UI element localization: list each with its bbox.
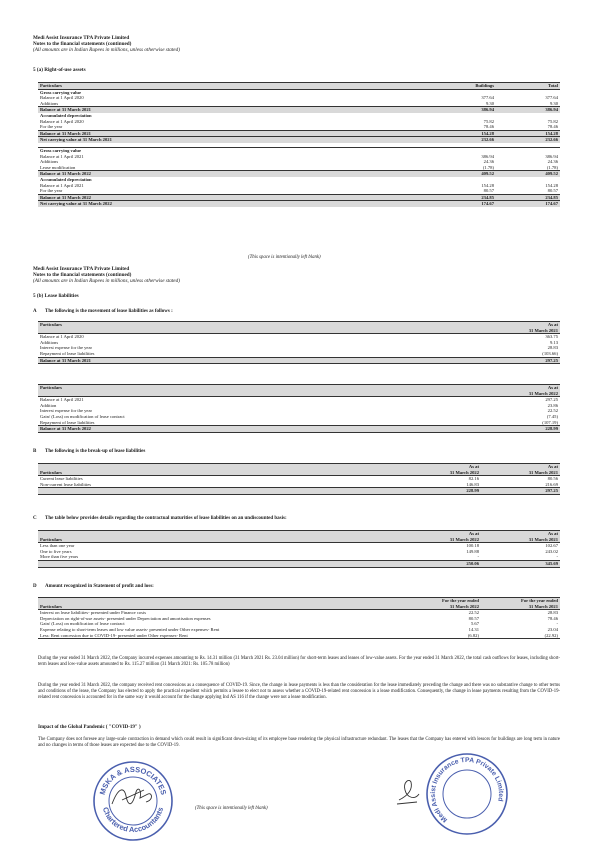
buildings-value: 9.30 — [485, 100, 494, 106]
row-label: Balance at 1 April 2020 — [40, 334, 84, 340]
row-value: 22.52 — [547, 408, 558, 414]
row-value: 297.25 — [545, 397, 558, 403]
buildings-value: 409.52 — [432, 171, 496, 177]
column-header: As at — [481, 464, 560, 470]
table-row — [38, 194, 560, 201]
value-2021: 345.69 — [481, 560, 560, 567]
company-seal — [425, 752, 509, 836]
value-2022: 250.06 — [402, 560, 481, 567]
right-of-use-table — [38, 82, 560, 207]
row-label: Balance at 1 April 2020 — [40, 95, 84, 101]
value-2021: 102.67 — [545, 543, 558, 549]
subsection-b-title — [33, 449, 145, 454]
total-value: 174.67 — [496, 201, 560, 207]
seal-text: Medi Assist Insurance TPA Private Limited — [429, 756, 505, 824]
table-row — [38, 560, 560, 567]
row-label: Lease modification — [40, 164, 76, 170]
row-label: Less: Rent concession due to COVID-19- presented under Other expenses- Rent — [38, 633, 402, 639]
profit-loss-table — [38, 597, 560, 639]
column-header: 31 March 2021 — [481, 604, 560, 610]
row-label: Gross carrying value — [38, 147, 432, 153]
value-2022: 82.16 — [468, 476, 479, 482]
row-label: For the year — [40, 188, 63, 194]
row-label: Balance at 31 March 2022 — [38, 426, 486, 433]
row-label: Repayment of lease liabilities — [40, 350, 95, 356]
subsection-letter: C — [33, 516, 37, 521]
value-2022: 100.18 — [466, 543, 479, 549]
amounts-note-2: (All amounts are in Indian Rupees in millions, unless otherwise stated) — [33, 278, 180, 284]
total-value: 234.85 — [496, 194, 560, 201]
subsection-letter: B — [33, 449, 37, 454]
row-label: Balance at 1 April 2021 — [40, 397, 84, 403]
column-header: For the year ended — [481, 598, 560, 604]
buildings-value: 174.67 — [432, 201, 496, 207]
stamp-top-text: MSKA & ASSOCIATES — [97, 764, 169, 796]
row-label: Balance at 1 April 2021 — [40, 182, 84, 188]
row-value: (103.66) — [542, 350, 558, 356]
buildings-value: 377.64 — [481, 95, 494, 101]
notes-title: Notes to the financial statements (continued) — [33, 41, 132, 47]
value-2022: 14.31 — [468, 626, 479, 632]
auditor-signature — [108, 782, 158, 812]
column-header: Total — [496, 83, 560, 90]
row-label — [38, 560, 402, 567]
value-2021: 243.02 — [545, 548, 558, 554]
row-label: Current lease liabilities — [40, 476, 83, 482]
row-label: Balance at 31 March 2022 — [38, 171, 432, 177]
row-label: Balance at 31 March 2021 — [38, 107, 432, 113]
paragraph-short-term-leases: During the year ended 31 March 2022, the Company incurred expenses amounting to Rs. 14.31 million (31 March 2021 Rs. 23.04 million) for short-term leases and leases of low-value assets. For the year ended 31 March 2022, the total cash outflows for leases, including short-term leases and low-value assets amounted to Rs. 115.27 million (31 March 2021: Rs. 105.78 million) — [38, 656, 560, 667]
notes-title-2: Notes to the financial statements (continued) — [33, 272, 132, 278]
row-label: Balance at 31 March 2021 — [38, 357, 486, 364]
row-label: Depreciation on right-of-use assets- presented under Depreciation and amortisation expenses — [40, 615, 211, 621]
buildings-value: 80.57 — [483, 188, 494, 194]
maturity-table — [38, 530, 560, 568]
column-header: As at — [402, 531, 481, 537]
covid-impact-title: Impact of the Global Pandemic ( "COVID-19" ) — [38, 725, 141, 730]
subsection-letter: D — [33, 584, 37, 589]
row-value: (7.45) — [546, 413, 558, 419]
row-value: 23.86 — [547, 402, 558, 408]
table-row — [38, 633, 560, 639]
value-2022: 228.99 — [402, 488, 481, 495]
column-header: 31 March 2022 — [402, 537, 481, 543]
row-label: Repayment of lease liabilities — [40, 419, 95, 425]
row-label: Additions — [40, 100, 59, 106]
row-label: Additions — [40, 339, 59, 345]
buildings-value: (1.78) — [482, 164, 494, 170]
subsection-d-title — [33, 584, 154, 589]
company-name-2: Medi Assist Insurance TPA Private Limited — [33, 266, 130, 272]
row-label: Non-current lease liabilities — [40, 481, 92, 487]
subsection-a-text: The following is the movement of lease liabilities as follows : — [45, 309, 173, 314]
row-label: Less than one year — [40, 543, 75, 549]
value-2022: (6.82) — [402, 633, 481, 639]
amounts-note: (All amounts are in Indian Rupees in millions, unless otherwise stated) — [33, 47, 180, 53]
row-label: Interest on lease liabilities- presented under Finance costs — [40, 610, 147, 616]
column-header: 31 March 2022 — [402, 604, 481, 610]
section-5b-title: 5 (b) Lease liabilities — [33, 293, 79, 299]
row-label: Gross carrying value — [38, 89, 432, 95]
buildings-value: 154.28 — [481, 182, 494, 188]
row-label: More than five years — [40, 554, 79, 560]
row-value: 9.13 — [549, 339, 558, 345]
value-2021: 28.83 — [547, 610, 558, 616]
value-2022: 80.57 — [468, 615, 479, 621]
blank-space-note: (This space is intentionally left blank) — [248, 255, 321, 260]
total-value: 409.52 — [496, 171, 560, 177]
lease-movement-2021-table — [38, 321, 560, 364]
row-label: Net carrying value at 31 March 2021 — [38, 137, 432, 143]
total-value: 9.30 — [549, 100, 558, 106]
svg-text:Medi Assist Insurance TPA Priv — [425, 752, 509, 836]
value-2022: - — [477, 554, 479, 560]
table-row — [38, 357, 560, 364]
value-2021: - — [556, 554, 558, 560]
buildings-value: 386.94 — [481, 153, 494, 159]
column-header: Buildings — [432, 83, 496, 90]
row-value: 363.75 — [545, 334, 558, 340]
row-label: Balance at 1 April 2021 — [40, 153, 84, 159]
value-2021: (22.92) — [481, 633, 560, 639]
buildings-value: 75.82 — [483, 118, 494, 124]
column-header: As at — [486, 385, 560, 391]
value-2021: 23.04 — [547, 626, 558, 632]
value-2021: 80.56 — [547, 476, 558, 482]
lease-movement-2022-table — [38, 384, 560, 433]
column-header: As at — [402, 464, 481, 470]
row-label — [38, 488, 402, 495]
total-value: 78.46 — [547, 124, 558, 130]
total-value: 232.66 — [496, 137, 560, 143]
value-2021: - — [556, 621, 558, 627]
subsection-c-title — [33, 516, 287, 521]
buildings-value: 24.36 — [483, 159, 494, 165]
value-2021: 297.25 — [481, 488, 560, 495]
buildings-value: 232.66 — [432, 137, 496, 143]
column-header: Particulars — [38, 322, 486, 328]
column-header: Particulars — [38, 83, 432, 90]
director-signature — [393, 776, 423, 806]
row-label: For the year — [40, 124, 63, 130]
total-value: 24.36 — [547, 159, 558, 165]
buildings-value: 154.28 — [432, 130, 496, 137]
column-header: 31 March 2022 — [402, 470, 481, 476]
total-value: 80.57 — [547, 188, 558, 194]
buildings-value: 386.94 — [432, 107, 496, 113]
row-label: Gain/ (Loss) on modification of lease contract — [40, 413, 125, 419]
page-header — [33, 35, 180, 53]
row-label: Addition — [40, 402, 57, 408]
table-row — [38, 488, 560, 495]
row-value: 228.99 — [486, 426, 560, 433]
buildings-value: 78.46 — [483, 124, 494, 130]
page-header-2 — [33, 266, 180, 284]
row-value: (107.19) — [542, 419, 558, 425]
row-value: 28.83 — [547, 345, 558, 351]
value-2021: 216.69 — [545, 481, 558, 487]
subsection-c-text: The table below provides details regarding the contractual maturities of lease liabilities on an undiscounted basis: — [45, 516, 287, 521]
subsection-letter: A — [33, 309, 37, 314]
row-label: Expense relating to short-term leases and low value assets- presented under Other expenses- Rent — [40, 626, 220, 632]
value-2022: 22.52 — [468, 610, 479, 616]
row-label: Interest expense for the year — [40, 408, 93, 414]
company-name: Medi Assist Insurance TPA Private Limited — [33, 35, 130, 41]
column-header: As at — [486, 322, 560, 328]
covid-impact-body: The Company does not foresee any large-scale contraction in demand which could result in significant down-sizing of its employee base rendering the physical infrastructure redundant. The leases that the Company has entered with lessors for buildings are long term in nature and no changes in terms of those leases are expected due to the COVID-19. — [38, 737, 560, 748]
subsection-d-text: Amount recognized in Statement of profit and loss: — [45, 584, 154, 589]
column-header: 31 March 2021 — [486, 328, 560, 334]
column-header: 31 March 2021 — [481, 537, 560, 543]
row-label: Additions — [40, 159, 59, 165]
paragraph-rent-concessions: During the year ended 31 March 2022, the company received rent concessions as a consequence of COVID-19. Since, the change in lease payments is less than the consideration for the lease immediately preceding the change and there was no substantive change to other terms and conditions of the lease, the Company has elected to apply the practical expedient which permits a lessee to elect not to assess whether a COVID-19-related rent concession is a lease modification. Consequently, the change in lease payments resulting from the COVID-19-related rent concession is accounted for in the same way it would account for the change applying Ind AS 116 if the change were not a lease modification. — [38, 683, 560, 700]
table-row — [38, 201, 560, 207]
total-value: (1.78) — [546, 164, 558, 170]
value-2022: 149.88 — [466, 548, 479, 554]
row-label: Balance at 31 March 2022 — [38, 194, 432, 201]
row-label: One to five years — [40, 548, 72, 554]
lease-breakup-table — [38, 463, 560, 495]
total-value: 154.28 — [545, 182, 558, 188]
table-row — [38, 130, 560, 137]
column-header: 31 March 2021 — [481, 470, 560, 476]
total-value: 386.94 — [496, 107, 560, 113]
stamp-bottom-text: Chartered Accountants — [100, 805, 166, 835]
total-value: 154.28 — [496, 130, 560, 137]
footer-blank-note: (This space is intentionally left blank) — [195, 806, 268, 811]
subsection-b-text: The following is the break-up of lease liabilities — [45, 449, 146, 454]
value-2022: 5.67 — [470, 621, 479, 627]
table-row — [38, 426, 560, 433]
row-label: Accumulated depreciation — [40, 112, 92, 118]
column-header: As at — [481, 531, 560, 537]
row-label: Net carrying value at 31 March 2022 — [38, 201, 432, 207]
total-value: 386.94 — [545, 153, 558, 159]
value-2021: 78.46 — [547, 615, 558, 621]
row-value: 297.25 — [486, 357, 560, 364]
value-2022: 146.83 — [466, 481, 479, 487]
column-header: 31 March 2022 — [486, 391, 560, 397]
column-header: Particulars — [38, 470, 402, 476]
subsection-a-title — [33, 309, 173, 314]
total-value: 377.64 — [545, 95, 558, 101]
row-label: Balance at 1 April 2020 — [40, 118, 84, 124]
column-header: Particulars — [38, 385, 486, 391]
column-header: Particulars — [38, 537, 402, 543]
total-value: 75.82 — [547, 118, 558, 124]
row-label: Accumulated depreciation — [40, 176, 92, 182]
section-5a-title: 5 (a) Right-of-use assets — [33, 67, 86, 73]
buildings-value: 234.85 — [432, 194, 496, 201]
row-label: Gain/ (Loss) on modification of lease contract — [40, 621, 125, 627]
row-label: Interest expense for the year — [40, 345, 93, 351]
row-label: Balance at 31 March 2021 — [38, 130, 432, 137]
column-header: Particulars — [38, 604, 402, 610]
column-header: For the year ended — [402, 598, 481, 604]
